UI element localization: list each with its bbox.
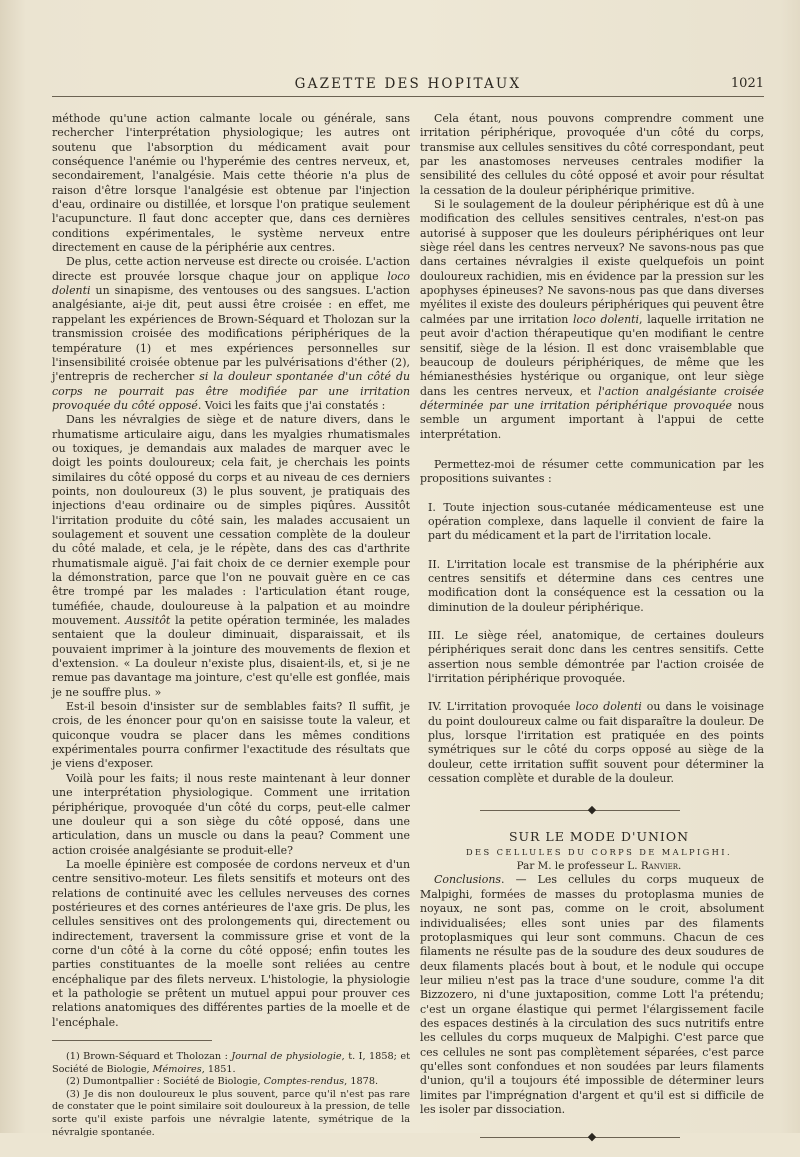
page-header xyxy=(52,74,764,97)
italic-text: loco dolenti xyxy=(52,269,410,298)
text-run: III. Le siège réel, anatomique, de certaines douleurs périphériques serait donc dans les centres sensitifs. Cette assertion nous semble démontrée par l'action croisée de l'irritation périphérique provoquée. xyxy=(428,629,764,686)
paragraph xyxy=(52,413,410,700)
italic-text: Conclusions xyxy=(434,873,502,887)
text-run: (2) Dumontpallier : Société de Biologie, xyxy=(66,1076,264,1088)
text-run: la petite opération terminée, les malades sentaient que la douleur diminuait, disparaissait, et ils pouvaient imprimer à la jointure des mouvements de flexion et d'extension. « La douleur n'existe plus, disaient-ils, et, si je ne remue pas davantage ma jointure, c'est qu'elle est gonflée, mais je ne souffre plus. » xyxy=(52,614,410,699)
text-run: La moelle épinière est composée de cordons nerveux et d'un centre sensitivo-moteur. Les filets sensitifs et moteurs ont des relations de continuité avec les cellules nerveuses des cornes postérieures et des cornes antérieures de l'axe gris. De plus, les cellules sensitives ont des prolongements qui, directement ou indirectement, traversent la commissure grise et vont de la corne d'un côté à la corne du côté opposé; enfin toutes les parties constituantes de la moelle sont reliées au centre encéphalique par des filets nerveux. L'histologie, la physiologie et la pathologie se prêtent un mutuel appui pour prouver ces relations anatomiques des différentes parties de la moelle et de l'encéphale. xyxy=(52,857,410,1029)
footnote xyxy=(52,1076,410,1089)
italic-text: Aussitôt xyxy=(125,614,171,628)
italic-text: loco dolenti xyxy=(575,700,642,714)
page-number: 1021 xyxy=(730,76,764,91)
text-run: Cela étant, nous pouvons comprendre comment une irritation périphérique, provoquée d'un côté du corps, transmise aux cellules sensitives du côté correspondant, peut par les anastomoses nerveuses centrales modifier la sensibilité des cellules du côté opposé et avoir pour résultat la cessation de la douleur périphérique primitive. xyxy=(420,112,764,197)
text-run: , laquelle irritation ne peut avoir d'action thérapeutique qu'en modifiant le centre sensitif, siège de la lésion. Il est donc vraisemblable que beaucoup de douleurs périphériques, de même que les hémianesthésies hystérique ou organique, ont leur siège dans les centres nerveux, et xyxy=(420,312,764,398)
proposition-1 xyxy=(420,501,764,544)
italic-text: Journal de physiologie xyxy=(231,1051,342,1062)
text-run: , 1878. xyxy=(344,1076,379,1088)
text-run: , t. I, 1858; et Société de Biologie, xyxy=(52,1051,410,1075)
section-separator xyxy=(420,804,764,818)
ornament-icon: ◆ xyxy=(587,1130,597,1144)
paragraph xyxy=(52,255,410,413)
text-run: nous semble un argument important à l'appui de cette interprétation. xyxy=(420,398,764,441)
author-suffix: . xyxy=(678,860,682,873)
paragraph xyxy=(420,112,764,198)
right-column xyxy=(420,112,764,1157)
text-run: IV. L'irritation provoquée xyxy=(428,700,576,714)
paragraph xyxy=(52,112,410,255)
text-run: Si le soulagement de la douleur périphérique est dû à une modification des cellules sensitives centrales, n'est-on pas autorisé à supposer que les douleurs périphériques ont leur siège réel dans les centres nerveux? Ne savons-nous pas que dans certaines névralgies il existe quelquefois un point douloureux rachidien, mis en évidence par la pression sur les apophyses épineuses? Ne savons-nous pas que dans diverses myélites il existe des douleurs périphériques qui peuvent être calmées par une irritation xyxy=(420,198,764,326)
end-separator xyxy=(420,1131,764,1145)
text-run: II. L'irritation locale est transmise de la phériphérie aux centres sensitifs et détermine dans ces centres une modification dont la conséquence est la cessation ou la diminution de la douleur périphérique. xyxy=(428,557,764,614)
footnote-rule xyxy=(52,1040,212,1041)
proposition-2 xyxy=(420,558,764,615)
text-run: . — Les cellules du corps muqueux de Malpighi, formées de masses du protoplasma munies de noyaux, ne sont pas, comme on le croit, absolument individualisées; elles sont unies par des filaments protoplasmiques qui leur sont communs. Chacun de ces filaments ne résulte pas de la soudure des deux soudures de deux filaments placés bout à bout, et le nodule qui occupe leur milieu n'est pas la trace d'une soudure, comme l'a dit Bizzozero, ni d'une juxtaposition, comme Lott l'a prétendu; c'est un organe élastique qui permet l'élargissement facile des espaces destinés à la circulation des sucs nutritifs entre les cellules du corps muqueux de Malpighi. C'est parce que ces cellules ne sont pas complètement séparées, c'est parce qu'elles sont confondues et non soudées par leurs filaments d'union, qu'il a toujours été impossible de déterminer leurs limites par l'imprégnation d'argent et qu'il est si difficile de les isoler par dissociation. xyxy=(420,873,764,1116)
italic-text: loco dolenti xyxy=(573,312,640,326)
section-title: SUR LE MODE D'UNION xyxy=(508,829,690,845)
paragraph xyxy=(420,873,764,1117)
section-subtitle: DES CELLULES DU CORPS DE MALPIGHI. xyxy=(465,846,733,857)
footnote xyxy=(52,1089,410,1139)
text-run: De plus, cette action nerveuse est directe ou croisée. L'action directe est prouvée lorsque chaque jour on applique xyxy=(52,255,410,283)
italic-text: Mémoires xyxy=(152,1063,202,1075)
text-run: ou dans le voisinage du point douloureux calme ou fait disparaître la douleur. De plus, lorsque l'irritation est pratiquée en des points symétriques sur le côté du corps opposé au siège de la douleur, cette irritation suffit souvent pour déterminer la cessation complète et durable de la douleur. xyxy=(428,700,764,786)
proposition-3 xyxy=(420,629,764,686)
text-run: (3) Je dis non douloureux le plus souvent, parce qu'il n'est pas rare de constater que le point similaire soit douloureux à la pression, de telle sorte qu'il existe parfois une névralgie latente, symétrique de la névralgie spontanée. xyxy=(52,1088,410,1138)
text-run: un sinapisme, des ventouses ou des sangsues. L'action analgésiante, ai-je dit, peut aussi être croisée : en effet, me rappelant les expériences de Brown-Séquard et Tholozan sur la transmission croisée des modifications périphériques de la température (1) et mes expériences personnelles sur l'insensibilité croisée obtenue par les pulvérisations d'éther (2), j'entrepris de rechercher xyxy=(52,284,410,384)
footnote xyxy=(52,1051,410,1076)
proposition-4 xyxy=(420,700,764,786)
paragraph xyxy=(52,700,410,772)
paragraph xyxy=(420,198,764,442)
text-run: Voilà pour les faits; il nous reste maintenant à leur donner une interprétation physiologique. Comment une irritation périphérique, provoquée d'un côté du corps, peut-elle calmer une douleur qui a son siège du côté opposé, dans une articulation, dans un muscle ou dans la peau? Comment une action croisée analgésiante se produit-elle? xyxy=(52,771,410,857)
ornament-icon: ◆ xyxy=(587,803,597,817)
paragraph xyxy=(52,772,410,858)
paragraph xyxy=(52,858,410,1030)
left-column xyxy=(52,112,410,1139)
text-run: Dans les névralgies de siège et de nature divers, dans le rhumatisme articulaire aigu, dans les myalgies rhumatismales ou toxiques, je demandais aux malades de marquer avec le doigt les points douloureux; cela fait, je cherchais les points similaires du côté opposé du corps et au niveau de ces derniers points, non douloureux (3) le plus souvent, je pratiquais des injections d'eau ordinaire ou de simples piqûres. Aussitôt l'irritation produite du côté sain, les malades accusaient un soulagement et souvent une cessation complète de la douleur du côté malade, et cela, je le répète, dans des cas d'arthrite rhumatismale aiguë. J'ai fait choix de ce dernier exemple pour la démonstration, parce que l'on ne pouvait guère en ce cas être trompé par les malades : l'articulation étant rouge, tuméfiée, chaude, douloureuse à la palpation et au moindre mouvement. xyxy=(52,413,410,628)
text-run: I. Toute injection sous-cutanée médicamenteuse est une opération complexe, dans laquelle il convient de faire la part du médicament et la part de l'irritation locale. xyxy=(428,500,764,543)
author-prefix: Par M. le professeur L. xyxy=(516,860,641,873)
text-run: . Voici les faits que j'ai constatés : xyxy=(197,398,386,412)
text-run: méthode qu'une action calmante locale ou générale, sans rechercher l'interprétation physiologique; les autres ont soutenu que l'absorption du médicament avait pour conséquence l'anémie ou l'hyperémie des centres nerveux, et, secondairement, l'analgésie. Mais cette théorie n'a plus de raison d'être lorsque l'analgésie est obtenue par l'injection d'eau, ordinaire ou distillée, et lorsque l'on pratique seulement l'acupuncture. Il faut donc accepter que, dans ces dernières conditions expérimentales, le système nerveux entre directement en cause de la périphérie aux centres. xyxy=(52,112,410,255)
italic-text: l'action analgésiante croisée déterminée par une irritation périphérique provoquée xyxy=(420,384,764,412)
propositions-intro: Permettez-moi de résumer cette communication par les propositions suivantes : xyxy=(420,457,764,486)
journal-title: GAZETTE DES HOPITAUX xyxy=(294,76,522,92)
text-run: Est-il besoin d'insister sur de semblables faits? Il suffit, je crois, de les énoncer pour qu'on en saisisse toute la valeur, et quiconque voudra se placer dans les mêmes conditions expérimentales pourra confirmer l'exactitude des résultats que je viens d'exposer. xyxy=(52,700,410,771)
text-run: (1) Brown-Séquard et Tholozan : xyxy=(66,1051,232,1062)
section-author xyxy=(420,859,764,873)
author-name: Ranvier xyxy=(640,860,679,873)
text-run: , 1851. xyxy=(201,1063,236,1075)
italic-text: Comptes-rendus xyxy=(263,1076,345,1088)
italic-text: si la douleur spontanée d'un côté du corps ne pourrait pas être modifiée par une irritation provoquée du côté opposé xyxy=(52,370,410,412)
